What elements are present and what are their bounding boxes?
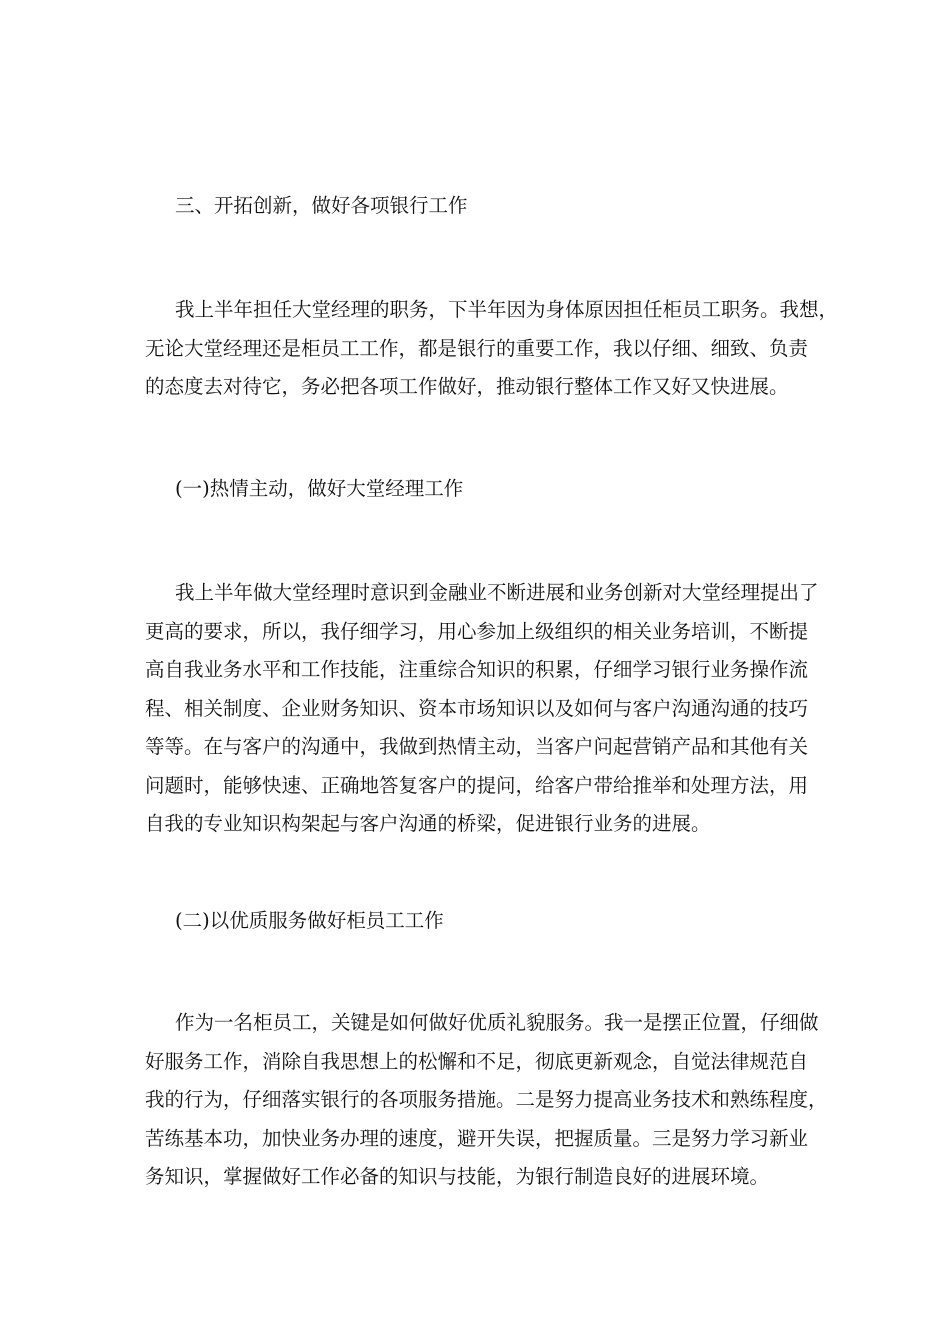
paragraph-line: 等等。在与客户的沟通中，我做到热情主动，当客户问起营销产品和其他有关 <box>145 735 809 758</box>
section-heading: 三、开拓创新，做好各项银行工作 <box>175 194 468 217</box>
paragraph-line: 我上半年做大堂经理时意识到金融业不断进展和业务创新对大堂经理提出了 <box>175 581 819 604</box>
paragraph-line: 的态度去对待它，务必把各项工作做好，推动银行整体工作又好又快进展。 <box>145 375 789 398</box>
paragraph-line: 苦练基本功，加快业务办理的速度，避开失误，把握质量。三是努力学习新业 <box>145 1126 809 1150</box>
paragraph-line: 自我的专业知识构架起与客户沟通的桥梁，促进银行业务的进展。 <box>145 812 711 835</box>
paragraph-line: 我的行为，仔细落实银行的各项服务措施。二是努力提高业务技术和熟练程度， <box>145 1088 828 1111</box>
paragraph-line: 我上半年担任大堂经理的职务，下半年因为身体原因担任柜员工职务。我想， <box>175 298 839 321</box>
paragraph-line: 好服务工作，消除自我思想上的松懈和不足，彻底更新观念，自觉法律规范自 <box>145 1049 809 1073</box>
paragraph-line: 无论大堂经理还是柜员工工作，都是银行的重要工作，我以仔细、细致、负责 <box>145 336 809 360</box>
paragraph-line: 问题时，能够快速、正确地答复客户的提问，给客户带给推举和处理方法，用 <box>145 773 809 797</box>
paragraph-line: 程、相关制度、企业财务知识、资本市场知识以及如何与客户沟通沟通的技巧 <box>145 696 809 720</box>
subsection-heading-1: (一)热情主动，做好大堂经理工作 <box>175 477 464 500</box>
paragraph-line: 务知识，掌握做好工作必备的知识与技能，为银行制造良好的进展环境。 <box>145 1165 770 1188</box>
subsection-1-paragraph <box>145 574 819 844</box>
paragraph-line: 高自我业务水平和工作技能，注重综合知识的积累，仔细学习银行业务操作流 <box>145 658 809 681</box>
paragraph-line: 作为一名柜员工，关键是如何做好优质礼貌服务。我一是摆正位置，仔细做 <box>175 1011 819 1034</box>
subsection-2-paragraph <box>145 1004 828 1197</box>
subsection-heading-2: (二)以优质服务做好柜员工工作 <box>175 909 444 932</box>
intro-paragraph <box>145 291 839 407</box>
paragraph-line: 更高的要求，所以，我仔细学习，用心参加上级组织的相关业务培训，不断提 <box>145 619 809 643</box>
